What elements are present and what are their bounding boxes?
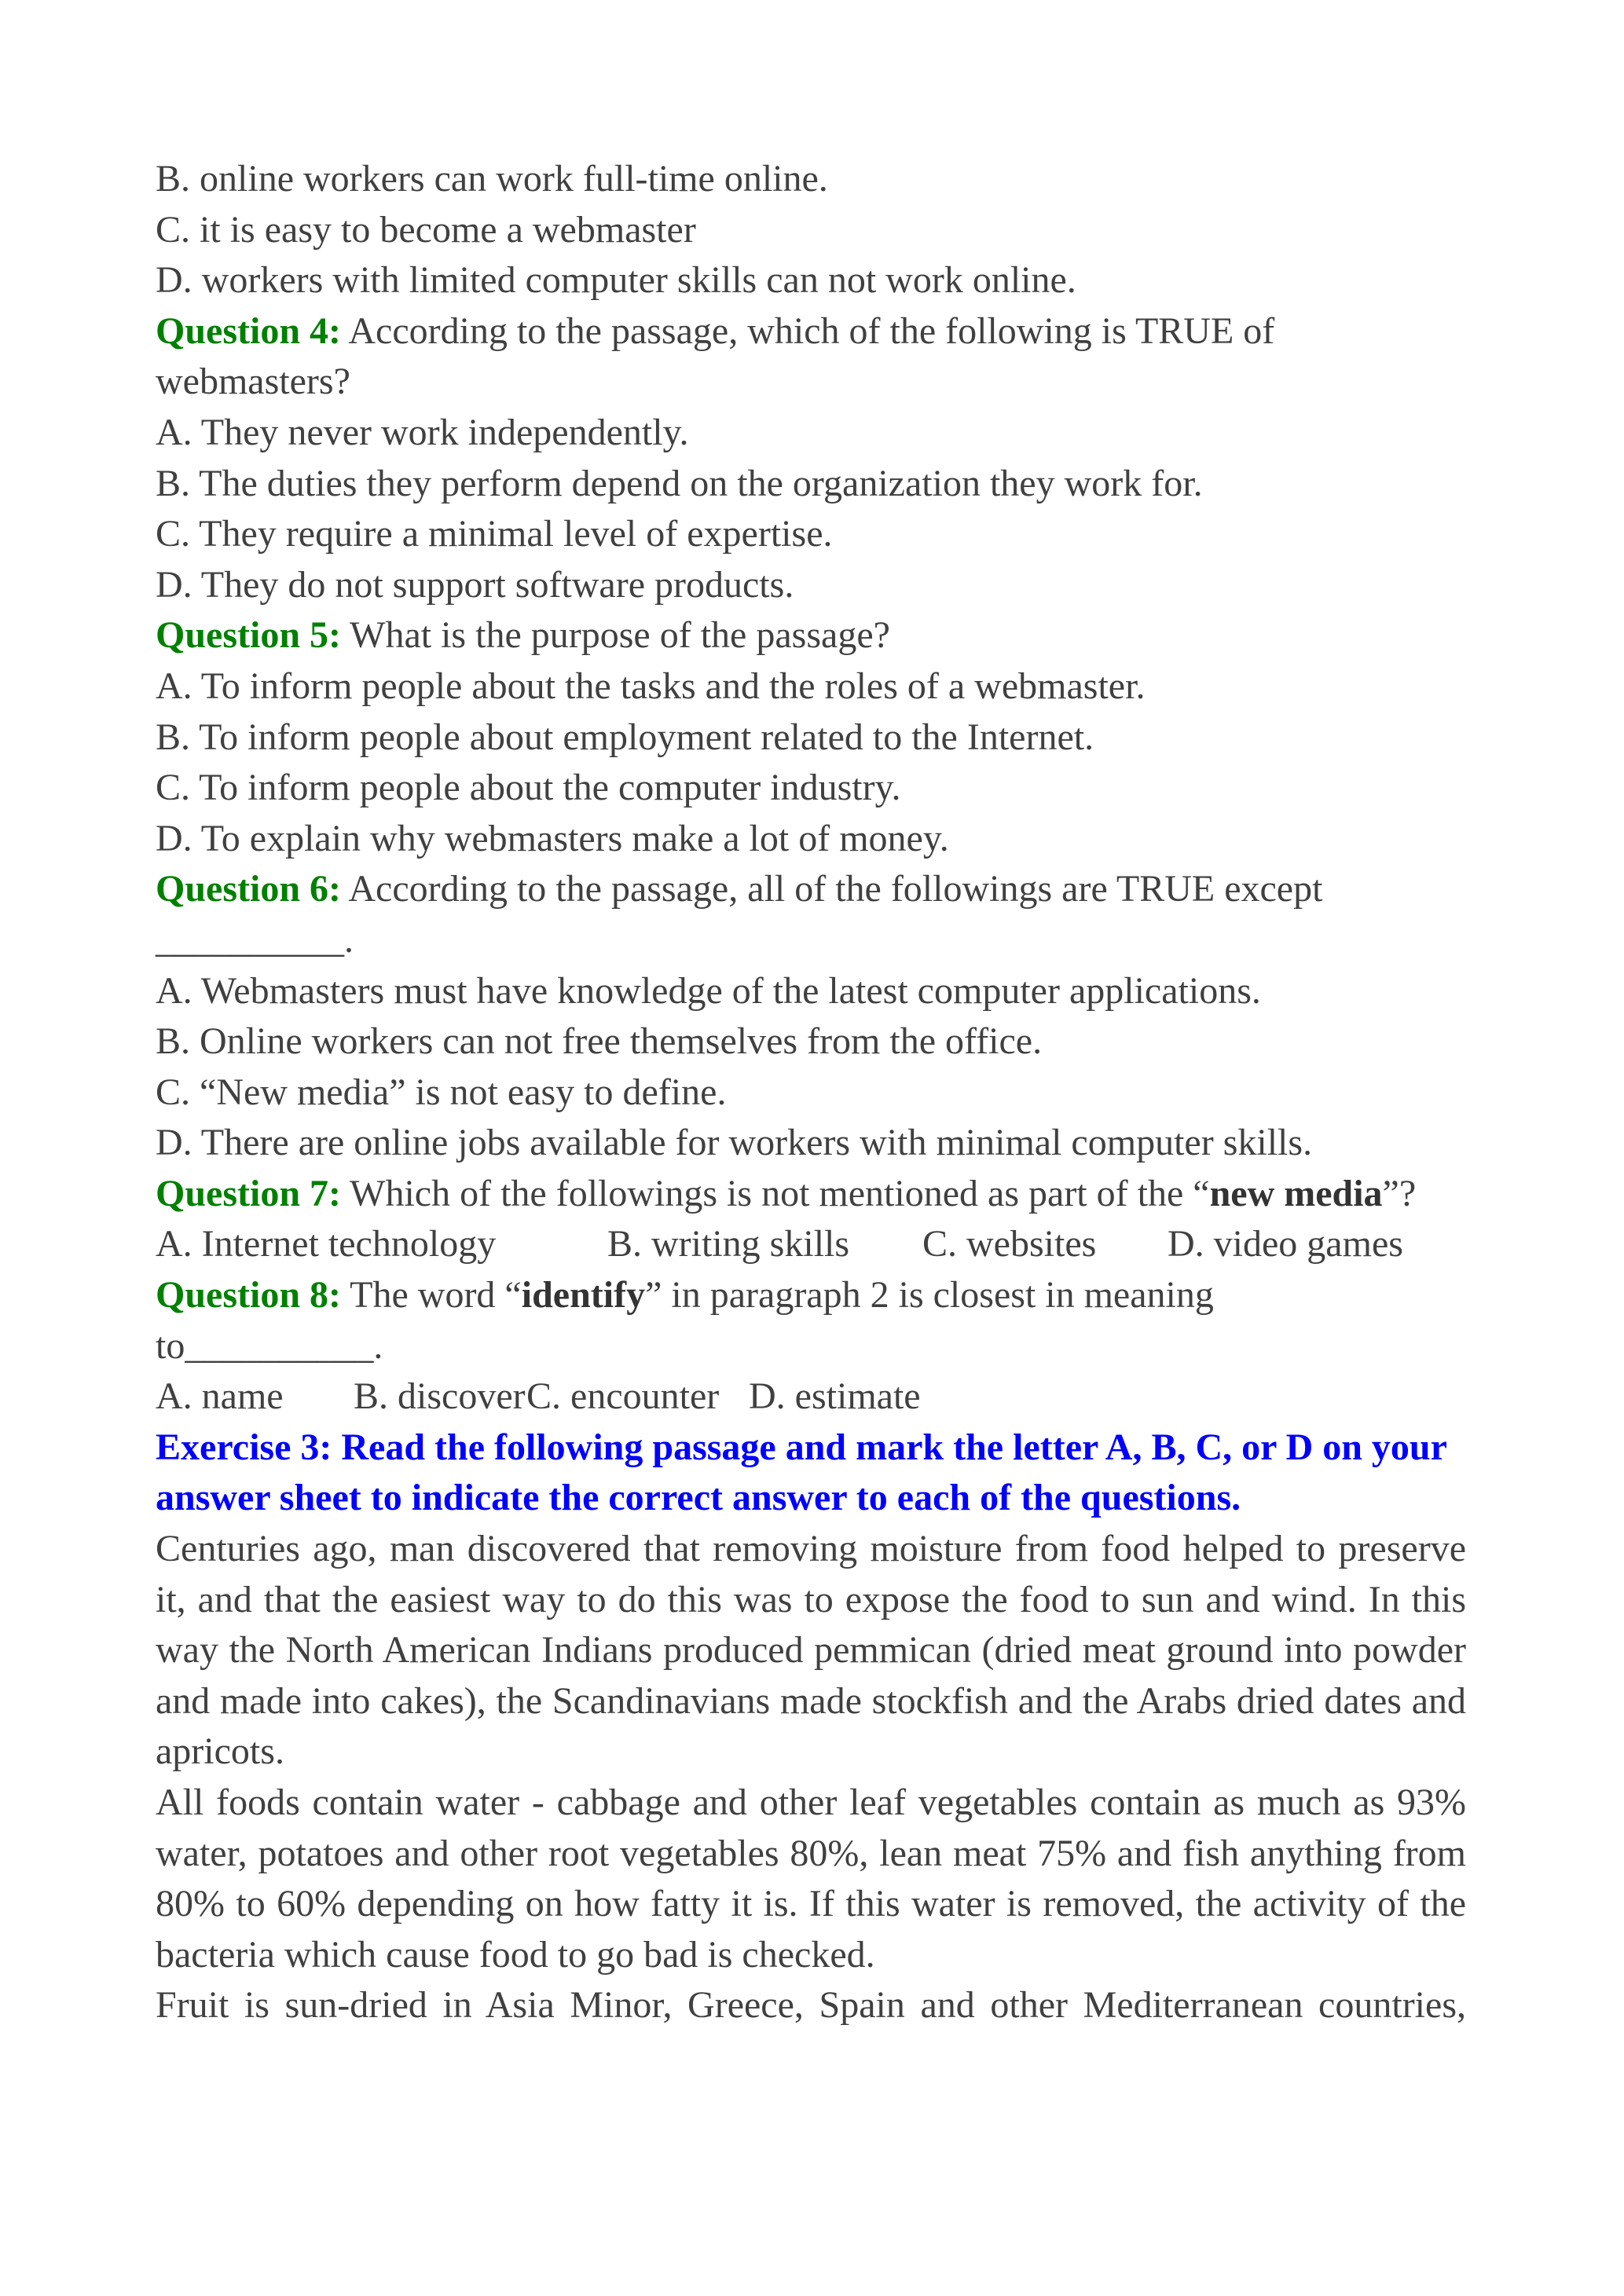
question-7-keyword: new media [1209, 1172, 1383, 1214]
question-6-text: According to the passage, all of the followings are TRUE except __________. [156, 868, 1323, 961]
option-q5-a: A. To inform people about the tasks and the roles of a webmaster. [156, 665, 1146, 707]
question-7-label: Question 7: [156, 1172, 342, 1214]
passage-paragraph-3: Fruit is sun-dried in Asia Minor, Greece, Spain and other Mediterranean countries, [156, 1984, 1466, 2027]
exercise-3-heading: Exercise 3: Read the following passage and mark the letter A, B, C, or D on your answer sheet to indicate the correct answer to each of the questions. [156, 1426, 1447, 1519]
question-7-options [156, 1219, 1466, 1270]
option-q3-b: B. online workers can work full-time online. [156, 158, 828, 200]
option-q7-a: A. Internet technology [156, 1223, 497, 1265]
option-q5-c: C. To inform people about the computer industry. [156, 767, 901, 809]
question-6-stem [156, 864, 1413, 965]
question-5-stem [156, 610, 1466, 661]
option-q5-b: B. To inform people about employment related to the Internet. [156, 716, 1094, 758]
question-7-text-after: ”? [1382, 1172, 1417, 1214]
option-q3-d: D. workers with limited computer skills can not work online. [156, 259, 1076, 302]
option-q8-a: A. name [156, 1375, 284, 1418]
option-q8-c: C. encounter [526, 1375, 720, 1418]
document-page [156, 154, 1466, 2031]
option-q3-c: C. it is easy to become a webmaster [156, 208, 696, 251]
option-q6-c: C. “New media” is not easy to define. [156, 1071, 727, 1113]
question-4-stem [156, 306, 1413, 408]
option-q8-d: D. estimate [749, 1375, 921, 1418]
option-q4-d: D. They do not support software products. [156, 563, 794, 606]
question-4-label: Question 4: [156, 309, 342, 352]
question-5-label: Question 5: [156, 614, 342, 657]
passage-paragraph-2: All foods contain water - cabbage and other leaf vegetables contain as much as 93% water, potatoes and other root vegetables 80%, lean meat 75% and fish anything from 80% to 60% depending on how fatty it is. If this water is removed, the activity of the bacteria which cause food to go bad is checked. [156, 1782, 1466, 1976]
option-q4-a: A. They never work independently. [156, 411, 689, 453]
option-q7-c: C. websites [922, 1223, 1097, 1265]
question-7-text-before: Which of the followings is not mentioned as part of the “ [341, 1172, 1210, 1214]
option-q8-b: B. discover [354, 1375, 526, 1418]
option-q6-b: B. Online workers can not free themselves from the office. [156, 1020, 1043, 1063]
question-8-keyword: identify [521, 1274, 646, 1316]
question-8-stem [156, 1270, 1256, 1371]
question-7-stem [156, 1169, 1466, 1220]
option-q4-b: B. The duties they perform depend on the organization they work for. [156, 462, 1203, 504]
option-q5-d: D. To explain why webmasters make a lot of money. [156, 817, 949, 859]
question-8-text-after: ” in paragraph 2 is closest in meaning to__________. [156, 1274, 1214, 1367]
question-6-label: Question 6: [156, 868, 342, 910]
passage-paragraph-1: Centuries ago, man discovered that removing moisture from food helped to preserve it, and that the easiest way to do this was to expose the food to sun and wind. In this way the North American Indians produced pemmican (dried meat ground into powder and made into cakes), the Scandinavians made stockfish and the Arabs dried dates and apricots. [156, 1528, 1466, 1773]
question-5-text: What is the purpose of the passage? [341, 614, 890, 657]
option-q6-d: D. There are online jobs available for workers with minimal computer skills. [156, 1122, 1313, 1164]
question-8-label: Question 8: [156, 1274, 342, 1316]
option-q7-b: B. writing skills [607, 1223, 850, 1265]
question-8-options [156, 1371, 1466, 1423]
question-8-text-before: The word “ [341, 1274, 522, 1316]
option-q4-c: C. They require a minimal level of expertise. [156, 513, 833, 555]
question-4-text: According to the passage, which of the following is TRUE of webmasters? [156, 309, 1275, 403]
option-q6-a: A. Webmasters must have knowledge of the latest computer applications. [156, 969, 1261, 1012]
option-q7-d: D. video games [1168, 1223, 1403, 1265]
